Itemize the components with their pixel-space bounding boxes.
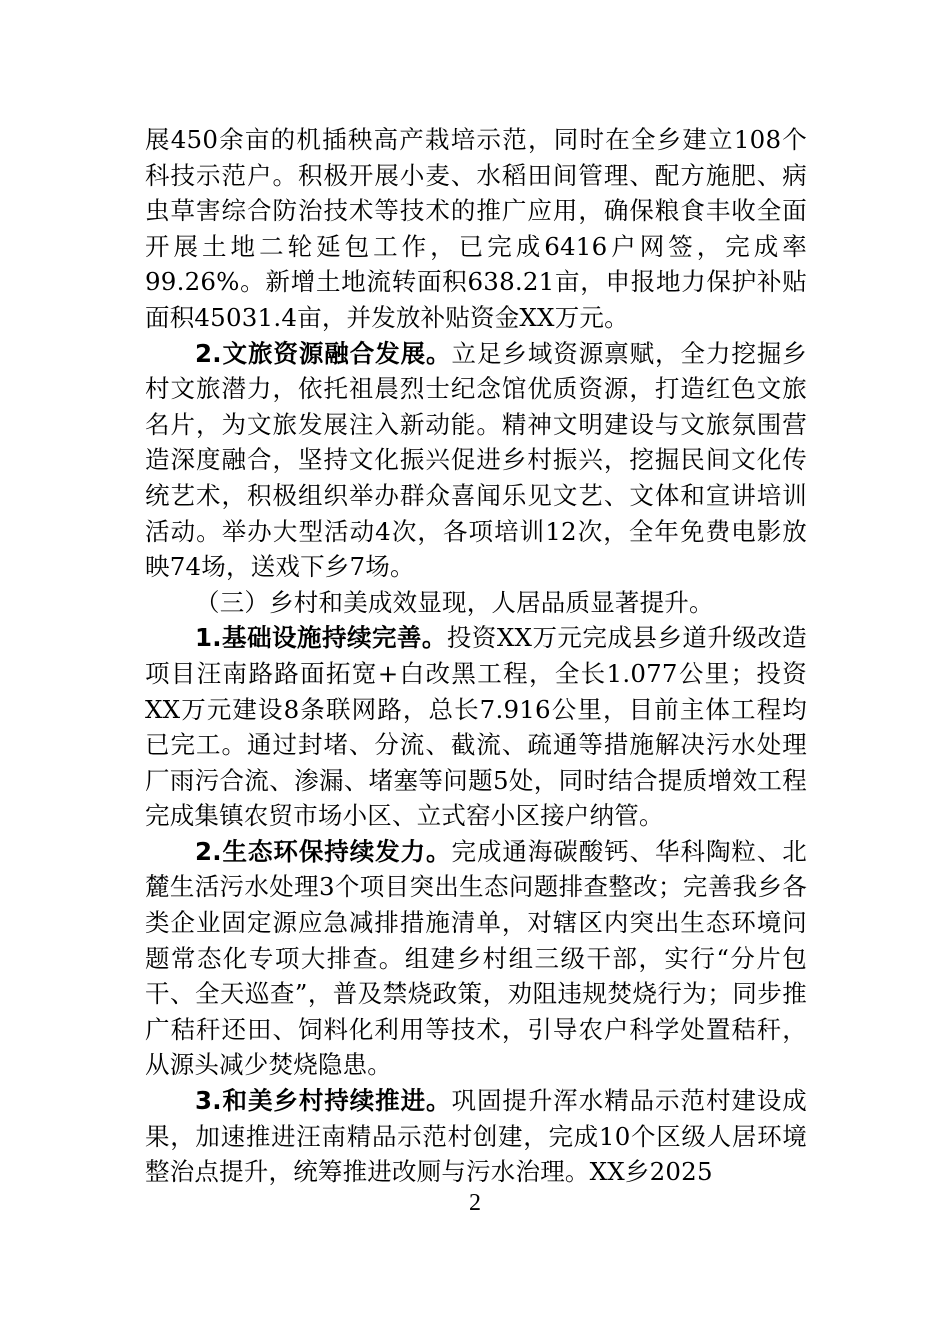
section-heading [145,585,807,621]
document-body [145,122,807,1190]
paragraph-heading: 3.和美乡村持续推进。 [195,1086,452,1116]
page-number: 2 [469,1190,481,1216]
paragraph-text: 投资XX万元完成县乡道升级改造项目汪南路路面拓宽+白改黑工程，全长1.077公里；投资XX万元建设8条联网路，总长7.916公里，目前主体工程均已完工。通过封堵、分流、截流、疏通等措施解决污水处理厂雨污合流、渗漏、堵塞等问题5处，同时结合提质增效工程完成集镇农贸市场小区、立式窑小区接户纳管。 [145,623,807,831]
paragraph-agriculture [145,122,807,336]
paragraph-text: 立足乡域资源禀赋，全力挖掘乡村文旅潜力，依托祖晨烈士纪念馆优质资源，打造红色文旅名片，为文旅发展注入新动能。精神文明建设与文旅氛围营造深度融合，坚持文化振兴促进乡村振兴，挖掘民间文化传统艺术，积极组织举办群众喜闻乐见文艺、文体和宣讲培训活动。举办大型活动4次，各项培训12次，全年免费电影放映74场，送戏下乡7场。 [145,338,807,582]
paragraph-culture-tourism [145,336,807,585]
paragraph-heading: 2.文旅资源融合发展。 [195,338,452,368]
paragraph-heading: 1.基础设施持续完善。 [195,623,447,653]
paragraph-text: 展450余亩的机插秧高产栽培示范，同时在全乡建立108个科技示范户。积极开展小麦、水稻田间管理、配方施肥、病虫草害综合防治技术等技术的推广应用，确保粮食丰收全面开展土地二轮延包工作，已完成6416户网签，完成率99.26%。新增土地流转面积638.21亩，申报地力保护补贴面积45031.4亩，并发放补贴资金XX万元。 [145,125,807,332]
section-heading-text: （三）乡村和美成效显现，人居品质显著提升。 [195,587,714,617]
paragraph-infrastructure [145,620,807,834]
paragraph-ecology [145,834,807,1083]
paragraph-village [145,1083,807,1190]
paragraph-text: 巩固提升浑水精品示范村建设成果，加速推进汪南精品示范村创建，完成10个区级人居环境整治点提升，统筹推进改厕与污水治理。XX乡2025 [145,1086,807,1187]
paragraph-heading: 2.生态环保持续发力。 [195,836,452,866]
paragraph-text: 完成通海碳酸钙、华科陶粒、北麓生活污水处理3个项目突出生态问题排查整改；完善我乡各类企业固定源应急减排措施清单，对辖区内突出生态环境问题常态化专项大排查。组建乡村组三级干部，实行“分片包干、全天巡查”，普及禁烧政策，劝阻违规焚烧行为；同步推广秸秆还田、饲料化利用等技术，引导农户科学处置秸秆，从源头减少焚烧隐患。 [145,836,807,1080]
